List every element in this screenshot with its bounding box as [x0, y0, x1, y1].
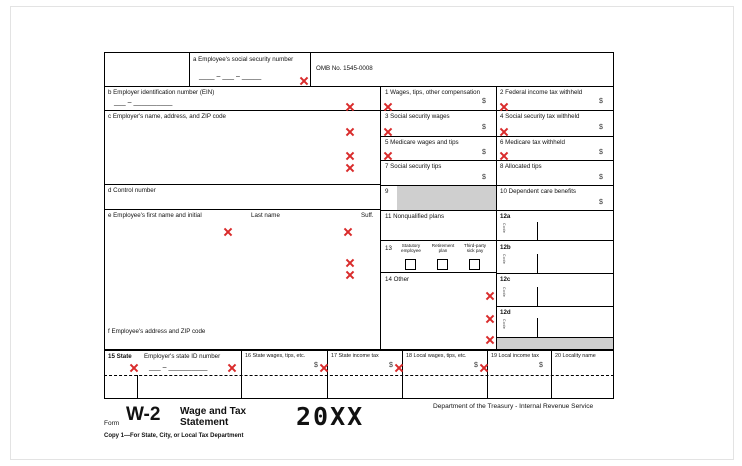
box-12b-code: Code: [502, 254, 506, 265]
box-10-label: 10 Dependent care benefits: [500, 188, 577, 195]
box-4-label: 4 Social security tax withheld: [500, 113, 580, 120]
box-19-dollar: $: [539, 362, 543, 369]
box-5-label: 5 Medicare wages and tips: [385, 139, 459, 146]
form-title-line1: Wage and Tax: [180, 406, 247, 417]
box-c-label: c Employer's name, address, and ZIP code: [108, 113, 227, 120]
box-14-label: 14 Other: [385, 276, 410, 283]
statutory-label: Statutory employee: [401, 243, 421, 253]
box-6-dollar: $: [599, 149, 603, 156]
box-16-label: 16 State wages, tips, etc.: [245, 353, 306, 359]
last-name-label: Last name: [251, 212, 280, 219]
box-6-marker-icon: [500, 152, 508, 160]
box-1-label: 1 Wages, tips, other compensation: [385, 89, 481, 96]
box-12d-label: 12d: [500, 309, 511, 316]
ssn-marker-icon: [300, 77, 308, 85]
box-12a-code: Code: [502, 223, 506, 234]
box-16-dollar: $: [314, 362, 318, 369]
state-id-input[interactable]: ___ – __________: [149, 364, 208, 371]
employer-marker-1-icon: [346, 128, 354, 136]
box-17-label: 17 State income tax: [331, 353, 379, 359]
other-marker-3-icon: [486, 336, 494, 344]
box-1-dollar: $: [482, 98, 486, 105]
state-marker-icon: [130, 364, 138, 372]
box-3-dollar: $: [482, 124, 486, 131]
copy-label: Copy 1—For State, City, or Local Tax Department: [104, 433, 244, 439]
other-marker-2-icon: [486, 315, 494, 323]
box-17-dollar: $: [389, 362, 393, 369]
box-18-marker-icon: [480, 364, 488, 372]
box-12a-label: 12a: [500, 213, 511, 220]
form-name: W-2: [126, 404, 161, 425]
box-4-dollar: $: [599, 124, 603, 131]
suffix-label: Suff.: [361, 212, 374, 219]
box-12d-code: Code: [502, 319, 506, 330]
address-marker-1-icon: [346, 259, 354, 267]
box-12c-label: 12c: [500, 276, 511, 283]
box-2-dollar: $: [599, 98, 603, 105]
box-11-label: 11 Nonqualified plans: [385, 213, 445, 220]
box-1-marker-icon: [384, 103, 392, 111]
other-marker-1-icon: [486, 292, 494, 300]
retirement-label: Retirement plan: [431, 243, 455, 253]
first-name-marker-icon: [224, 228, 232, 236]
omb-number: OMB No. 1545-0008: [316, 65, 373, 72]
box-2-marker-icon: [500, 103, 508, 111]
form-year: 20XX: [296, 402, 365, 431]
box-9-shade: [397, 186, 496, 210]
statutory-checkbox[interactable]: [405, 259, 416, 270]
state-id-marker-icon: [228, 364, 236, 372]
box-7-dollar: $: [482, 174, 486, 181]
box-e-label: e Employee's first name and initial: [108, 212, 202, 219]
box-18-label: 18 Local wages, tips, etc.: [406, 353, 467, 359]
box-12b-label: 12b: [500, 244, 511, 251]
box-d-label: d Control number: [108, 187, 156, 194]
box-5-marker-icon: [384, 152, 392, 160]
box-f-label: f Employee's address and ZIP code: [108, 328, 206, 335]
box-5-dollar: $: [482, 149, 486, 156]
address-marker-2-icon: [346, 271, 354, 279]
box-b-label: b Employer identification number (EIN): [108, 89, 215, 96]
retirement-checkbox[interactable]: [437, 259, 448, 270]
box-19-label: 19 Local income tax: [491, 353, 539, 359]
form-word: Form: [104, 420, 120, 427]
box-15-id-label: Employer's state ID number: [144, 353, 221, 360]
department-label: Department of the Treasury - Internal Revenue Service: [433, 403, 594, 410]
box-3-marker-icon: [384, 128, 392, 136]
box-12d-shade: [497, 338, 613, 349]
third-party-label: Third-party sick pay: [463, 243, 487, 253]
box-15-label: 15 State: [108, 353, 132, 360]
box-16-marker-icon: [320, 364, 328, 372]
box-a-label: a Employee's social security number: [193, 56, 294, 63]
form-title-line2: Statement: [180, 417, 229, 428]
ein-input[interactable]: ___ – __________: [114, 99, 173, 106]
box-6-label: 6 Medicare tax withheld: [500, 139, 566, 146]
box-8-label: 8 Allocated tips: [500, 163, 542, 170]
ein-marker-icon: [346, 103, 354, 111]
box-18-dollar: $: [474, 362, 478, 369]
box-4-marker-icon: [500, 128, 508, 136]
box-17-marker-icon: [395, 364, 403, 372]
box-2-label: 2 Federal income tax withheld: [500, 89, 583, 96]
box-3-label: 3 Social security wages: [385, 113, 450, 120]
box-9-label: 9: [385, 188, 389, 195]
last-name-marker-icon: [344, 228, 352, 236]
box-20-label: 20 Locality name: [555, 353, 596, 359]
third-party-checkbox[interactable]: [469, 259, 480, 270]
employer-marker-2-icon: [346, 152, 354, 160]
ssn-input[interactable]: ____ – ___ – _____: [199, 73, 262, 80]
box-8-dollar: $: [599, 174, 603, 181]
box-13-label: 13: [385, 245, 392, 252]
box-10-dollar: $: [599, 199, 603, 206]
employer-marker-3-icon: [346, 164, 354, 172]
box-12c-code: Code: [502, 287, 506, 298]
box-7-label: 7 Social security tips: [385, 163, 442, 170]
w2-form: [104, 52, 614, 399]
